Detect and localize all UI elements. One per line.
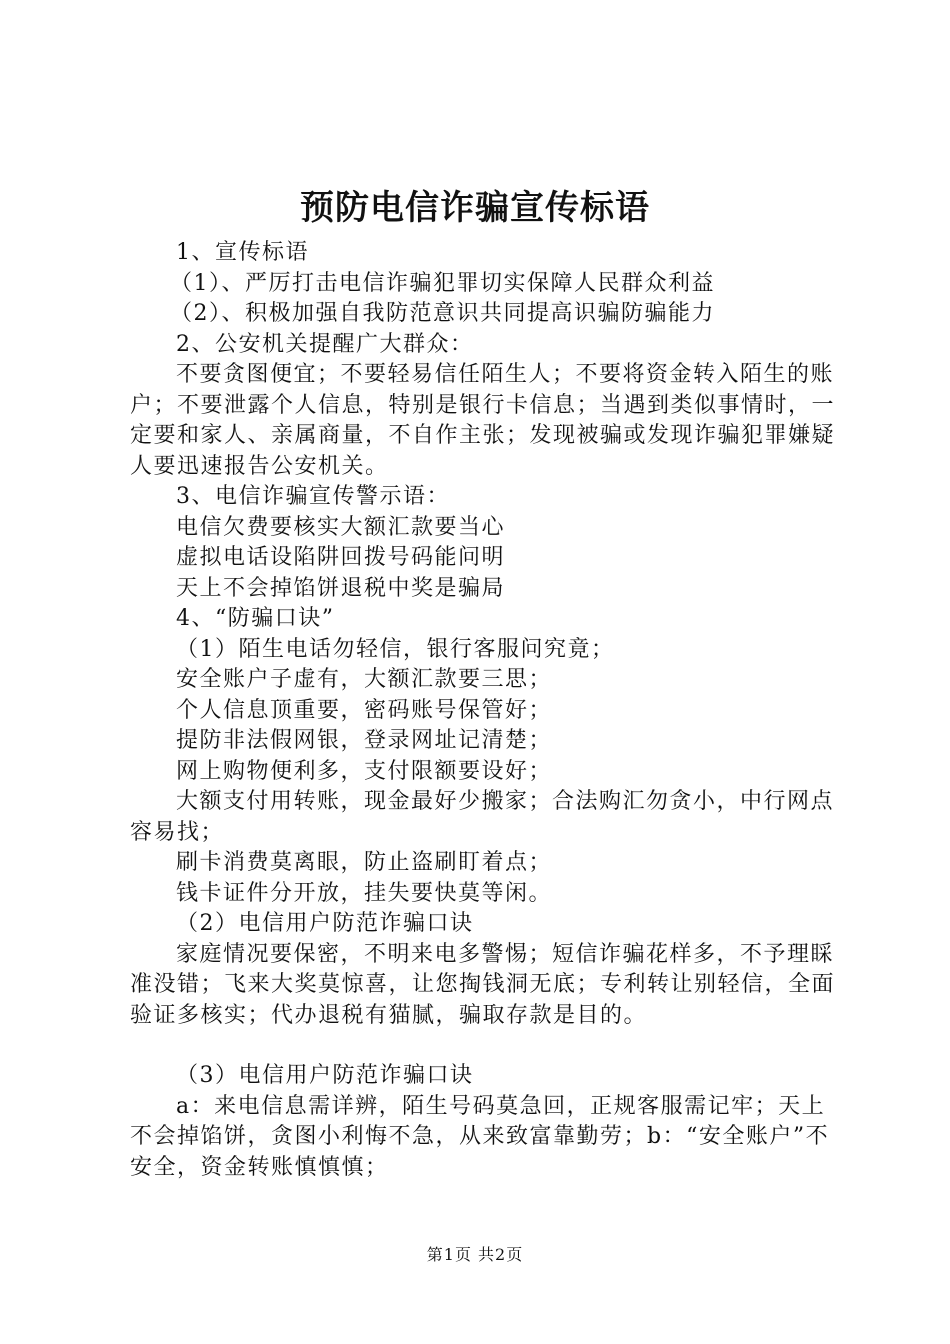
- warning-line-2: 虚拟电话设陷阱回拨号码能问明: [176, 545, 506, 570]
- subsection-heading-2: （2）电信用户防范诈骗口诀: [176, 911, 474, 936]
- rhyme-line-3: 个人信息顶重要，密码账号保管好；: [176, 697, 553, 723]
- section-heading-1: 1、宣传标语: [176, 240, 309, 265]
- warning-line-1: 电信欠费要核实大额汇款要当心: [176, 514, 506, 540]
- section-heading-4: 4、“防骗口诀”: [176, 606, 335, 631]
- subsection-2-paragraph: 家庭情况要保密，不明来电多警惕；短信诈骗花样多，不予理睬准没错；飞来大奖莫惊喜，让您掏钱洞无底；专利转让别轻信，全面验证多核实；代办退税有猫腻，骗取存款是目的。: [130, 941, 836, 1028]
- subsection-3-paragraph: a：来电信息需详辨，陌生号码莫急回，正规客服需记牢；天上不会掉馅饼，贪图小利悔不急，从来致富靠勤劳；b：“安全账户”不安全，资金转账慎慎慎；: [130, 1093, 830, 1180]
- rhyme-line-2: 安全账户子虚有，大额汇款要三思；: [176, 667, 553, 692]
- section-heading-3: 3、电信诈骗宣传警示语：: [176, 484, 450, 509]
- rhyme-line-7: 刷卡消费莫离眼，防止盗刷盯着点；: [176, 850, 553, 875]
- paragraph-gap: [130, 1031, 840, 1061]
- slogan-2: （2）、积极加强自我防范意识共同提高识骗防骗能力: [170, 301, 715, 326]
- rhyme-line-6: 大额支付用转账，现金最好少搬家；合法购汇勿贪小，中行网点容易找；: [130, 789, 835, 845]
- rhyme-line-4: 提防非法假网银，登录网址记清楚；: [176, 728, 553, 753]
- document-body: [130, 238, 840, 1183]
- page-footer: 第1页 共2页: [426, 1245, 524, 1264]
- section-heading-2: 2、公安机关提醒广大群众：: [176, 331, 474, 357]
- rhyme-line-1: （1）陌生电话勿轻信，银行客服问究竟；: [176, 636, 615, 662]
- warning-line-3: 天上不会掉馅饼退税中奖是骗局: [176, 575, 506, 601]
- document-title: 预防电信诈骗宣传标语: [300, 188, 650, 228]
- rhyme-line-5: 网上购物便利多，支付限额要设好；: [176, 758, 553, 784]
- subsection-heading-3: （3）电信用户防范诈骗口诀: [176, 1063, 474, 1088]
- rhyme-line-8: 钱卡证件分开放，挂失要快莫等闲。: [176, 880, 553, 906]
- police-reminder-paragraph: 不要贪图便宜；不要轻易信任陌生人；不要将资金转入陌生的账户；不要泄露个人信息，特别是银行卡信息；当遇到类似事情时，一定要和家人、亲属商量，不自作主张；发现被骗或发现诈骗犯罪嫌疑人要迅速报告公安机关。: [130, 362, 836, 479]
- slogan-1: （1）、严厉打击电信诈骗犯罪切实保障人民群众利益: [170, 270, 715, 296]
